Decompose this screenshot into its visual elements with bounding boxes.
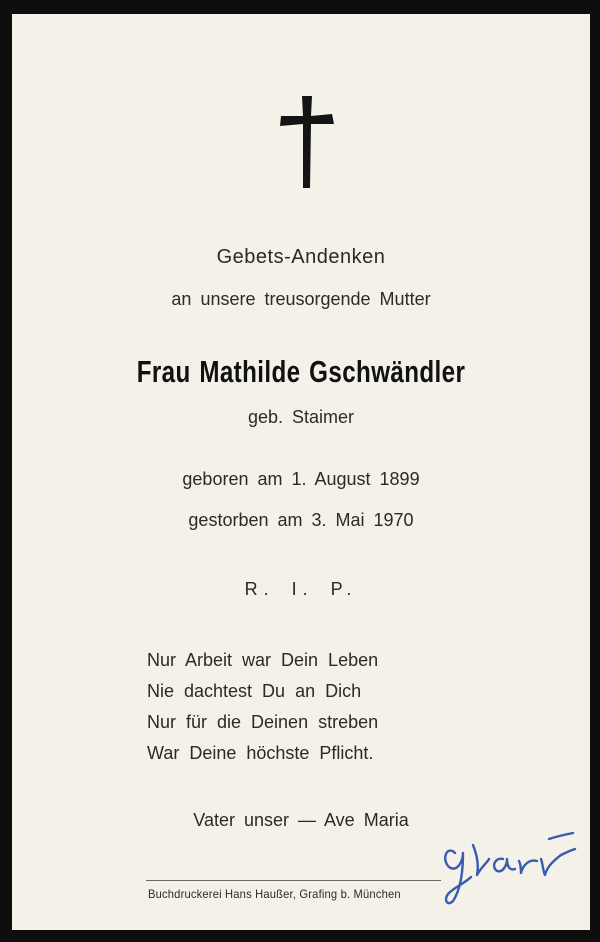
rip-text: R. I. P. [244,579,358,599]
birth-date: geboren am 1. August 1899 [182,469,420,489]
card-paper [12,14,590,930]
poem-line: Nur für die Deinen streben [147,712,379,732]
poem-line: War Deine höchste Pflicht. [147,743,374,763]
poem-line: Nur Arbeit war Dein Leben [147,650,379,670]
maiden-name: geb. Staimer [247,407,355,427]
deceased-name: Frau Mathilde Gschwändler [136,354,466,389]
printer-credit: Buchdruckerei Hans Haußer, Grafing b. München [148,887,401,901]
dedication-line: an unsere treusorgende Mutter [171,289,431,309]
printer-divider [146,880,441,881]
card-title: Gebets-Andenken [216,246,386,268]
poem-line: Nie dachtest Du an Dich [147,681,362,701]
prayer-line: Vater unser — Ave Maria [193,810,409,830]
handwritten-signature [437,809,577,909]
death-date: gestorben am 3. Mai 1970 [188,510,414,530]
cross-icon [280,96,334,188]
